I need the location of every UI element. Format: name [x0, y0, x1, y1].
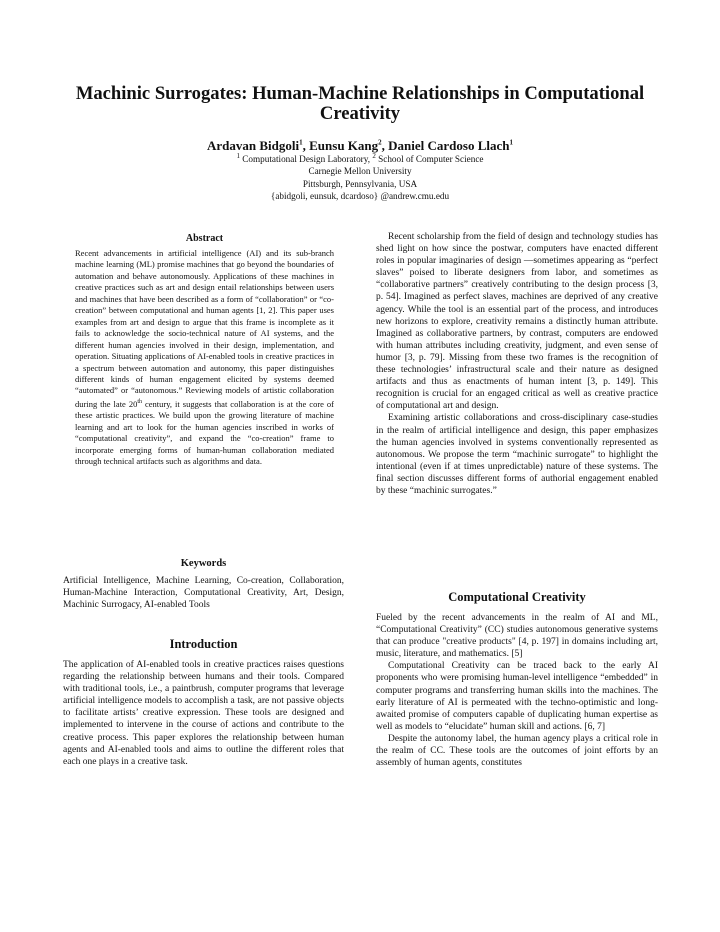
author-separator: ,: [302, 138, 310, 153]
computational-creativity-body: [376, 612, 658, 769]
right-column-intro-continued: [376, 231, 658, 497]
author-affiliation-mark: 1: [509, 138, 513, 147]
ordinal-suffix: th: [137, 398, 142, 405]
title-line-1: Machinic Surrogates: Human-Machine Relationships in Computational: [75, 83, 645, 104]
keywords-heading: Keywords: [180, 558, 227, 569]
abstract-heading: Abstract: [185, 233, 224, 244]
body-paragraph: Recent scholarship from the field of design and technology studies has shed light on how since the postwar, computers have enacted different roles in popular imaginaries of design —sometimes appearing as “perfect slaves” poised to liberate designers from labor, and sometimes as “collaborative partners” creatively contributing to the design process [3, p. 54]. Imagined as perfect slaves, machines are deprived of any creative agency. While the tool is an essential part of the process, and introduces new horizons to explore, creativity remains a distinctly human attribute. Imagined as collaborative partners, by contrast, computers are endowed with human attributes including creativity, judgment, and even sense of humor [3, p. 79]. Missing from these two frames is the recognition of these technologies’ infrastructural scale and their nature as designed artifacts and thus as enactments of human intent [3, p. 149]. This recognition is crucial for an engaged critical as well as creative practice of computational art and design.: [376, 232, 658, 412]
affiliation-block: [60, 153, 660, 202]
abstract-text: Recent advancements in artificial intelligence (AI) and its sub-branch machine learning (ML) promise machines that go beyond the boundaries of automation and behave autonomously. Applications of these machines in creative practices such as art and design entail relationships between users and machines that have been described as a form of “collaboration” or “co-creation” between computational and human agents [1, 2]. This paper uses examples from art and design to argue that this frame is incomplete as it fails to acknowledge the socio-technical nature of AI systems, and the different human agencies involved in their design, implementation, and operation. Situating applications of AI-enabled tools in creative practices in a spectrum between automation and autonomy, this paper distinguishes different kinds of human engagement elicited by systems deemed “automated” or “autonomous.” Reviewing models of artistic collaboration during the late 20: [75, 248, 334, 409]
university-name: Carnegie Mellon University: [308, 166, 412, 177]
affiliation-departments: [60, 153, 660, 165]
computational-creativity-heading: Computational Creativity: [448, 590, 586, 604]
author-affiliation-mark: 1: [299, 138, 303, 147]
author-name: Ardavan Bidgoli: [207, 138, 300, 153]
author-name: Daniel Cardoso Llach: [388, 138, 510, 153]
lab-name: Computational Design Laboratory,: [239, 154, 373, 164]
abstract-text-continued: century, it suggests that collaboration is at the core of these artistic practices. We build upon the growing literature of machine learning and art to look for the human agencies inscribed in works of “computational creativity”, and expand the “co-creation” frame to incorporate emerging forms of human-human collaboration mediated through technical artifacts such as algorithms and data.: [75, 398, 334, 466]
school-name: School of Computer Science: [375, 154, 484, 164]
abstract-body: [75, 248, 334, 467]
body-paragraph: Computational Creativity can be traced back to the early AI proponents who were promising human-level intelligence “embedded” in computer programs and transferring human skills into the machines. The early literature of AI is permeated with the techno-optimistic and long-awaited promise of computers capable of duplicating human expertise as well as models to “elucidate” human skill and actions. [6, 7]: [376, 661, 658, 732]
keywords-list: Artificial Intelligence, Machine Learning, Co-creation, Collaboration, Human-Machine Interaction, Computational Creativity, Art, Design, Machinic Surrogacy, AI-enabled Tools: [63, 576, 344, 611]
body-paragraph: Despite the autonomy label, the human agency plays a critical role in the realm of CC. These tools are the outcomes of joint efforts by an assembly of human agents, constitutes: [376, 733, 658, 769]
affiliation-mark: 2: [372, 151, 376, 160]
author-separator: ,: [381, 138, 389, 153]
author-list: [60, 138, 660, 153]
author-affiliation-mark: 2: [378, 138, 382, 147]
author-emails: {abidgoli, eunsuk, dcardoso} @andrew.cmu.edu: [270, 190, 450, 201]
affiliation-mark: 1: [236, 151, 240, 160]
body-paragraph: Examining artistic collaborations and cross-disciplinary case-studies in the realm of artificial intelligence and design, this paper emphasizes the human agencies involved in systems conventionally represented as autonomous. We propose the term “machinic surrogate” to highlight the intentional (even if at times unpredictable) nature of these systems. The final section discusses different forms of authorial engagement enabled by these “machinic surrogates.”: [376, 413, 658, 496]
introduction-paragraph: The application of AI-enabled tools in creative practices raises questions regarding the relationship between humans and their tools. Compared with traditional tools, i.e., a paintbrush, computer programs that leverage artificial intelligence models to accomplish a task, are not passive objects to facilitate artists’ creative expression. These tools are designed and implemented to intervene in the course of actions and contribute to the creative process. This paper explores the relationship between human agents and AI-enabled tools and aims to outline the different roles that each one plays in a creative task.: [63, 660, 344, 767]
author-name: Eunsu Kang: [309, 138, 379, 153]
introduction-body: [63, 659, 344, 768]
city-name: Pittsburgh, Pennsylvania, USA: [302, 178, 418, 189]
title-line-2: Creativity: [319, 103, 401, 124]
body-paragraph: Fueled by the recent advancements in the realm of AI and ML, “Computational Creativity” (CC) studies autonomous generative systems that can produce "creative products" [4, p. 197] in domains including art, music, literature, and mathematics. [5]: [376, 613, 658, 660]
introduction-heading: Introduction: [169, 637, 238, 651]
paper-title: [60, 84, 660, 124]
